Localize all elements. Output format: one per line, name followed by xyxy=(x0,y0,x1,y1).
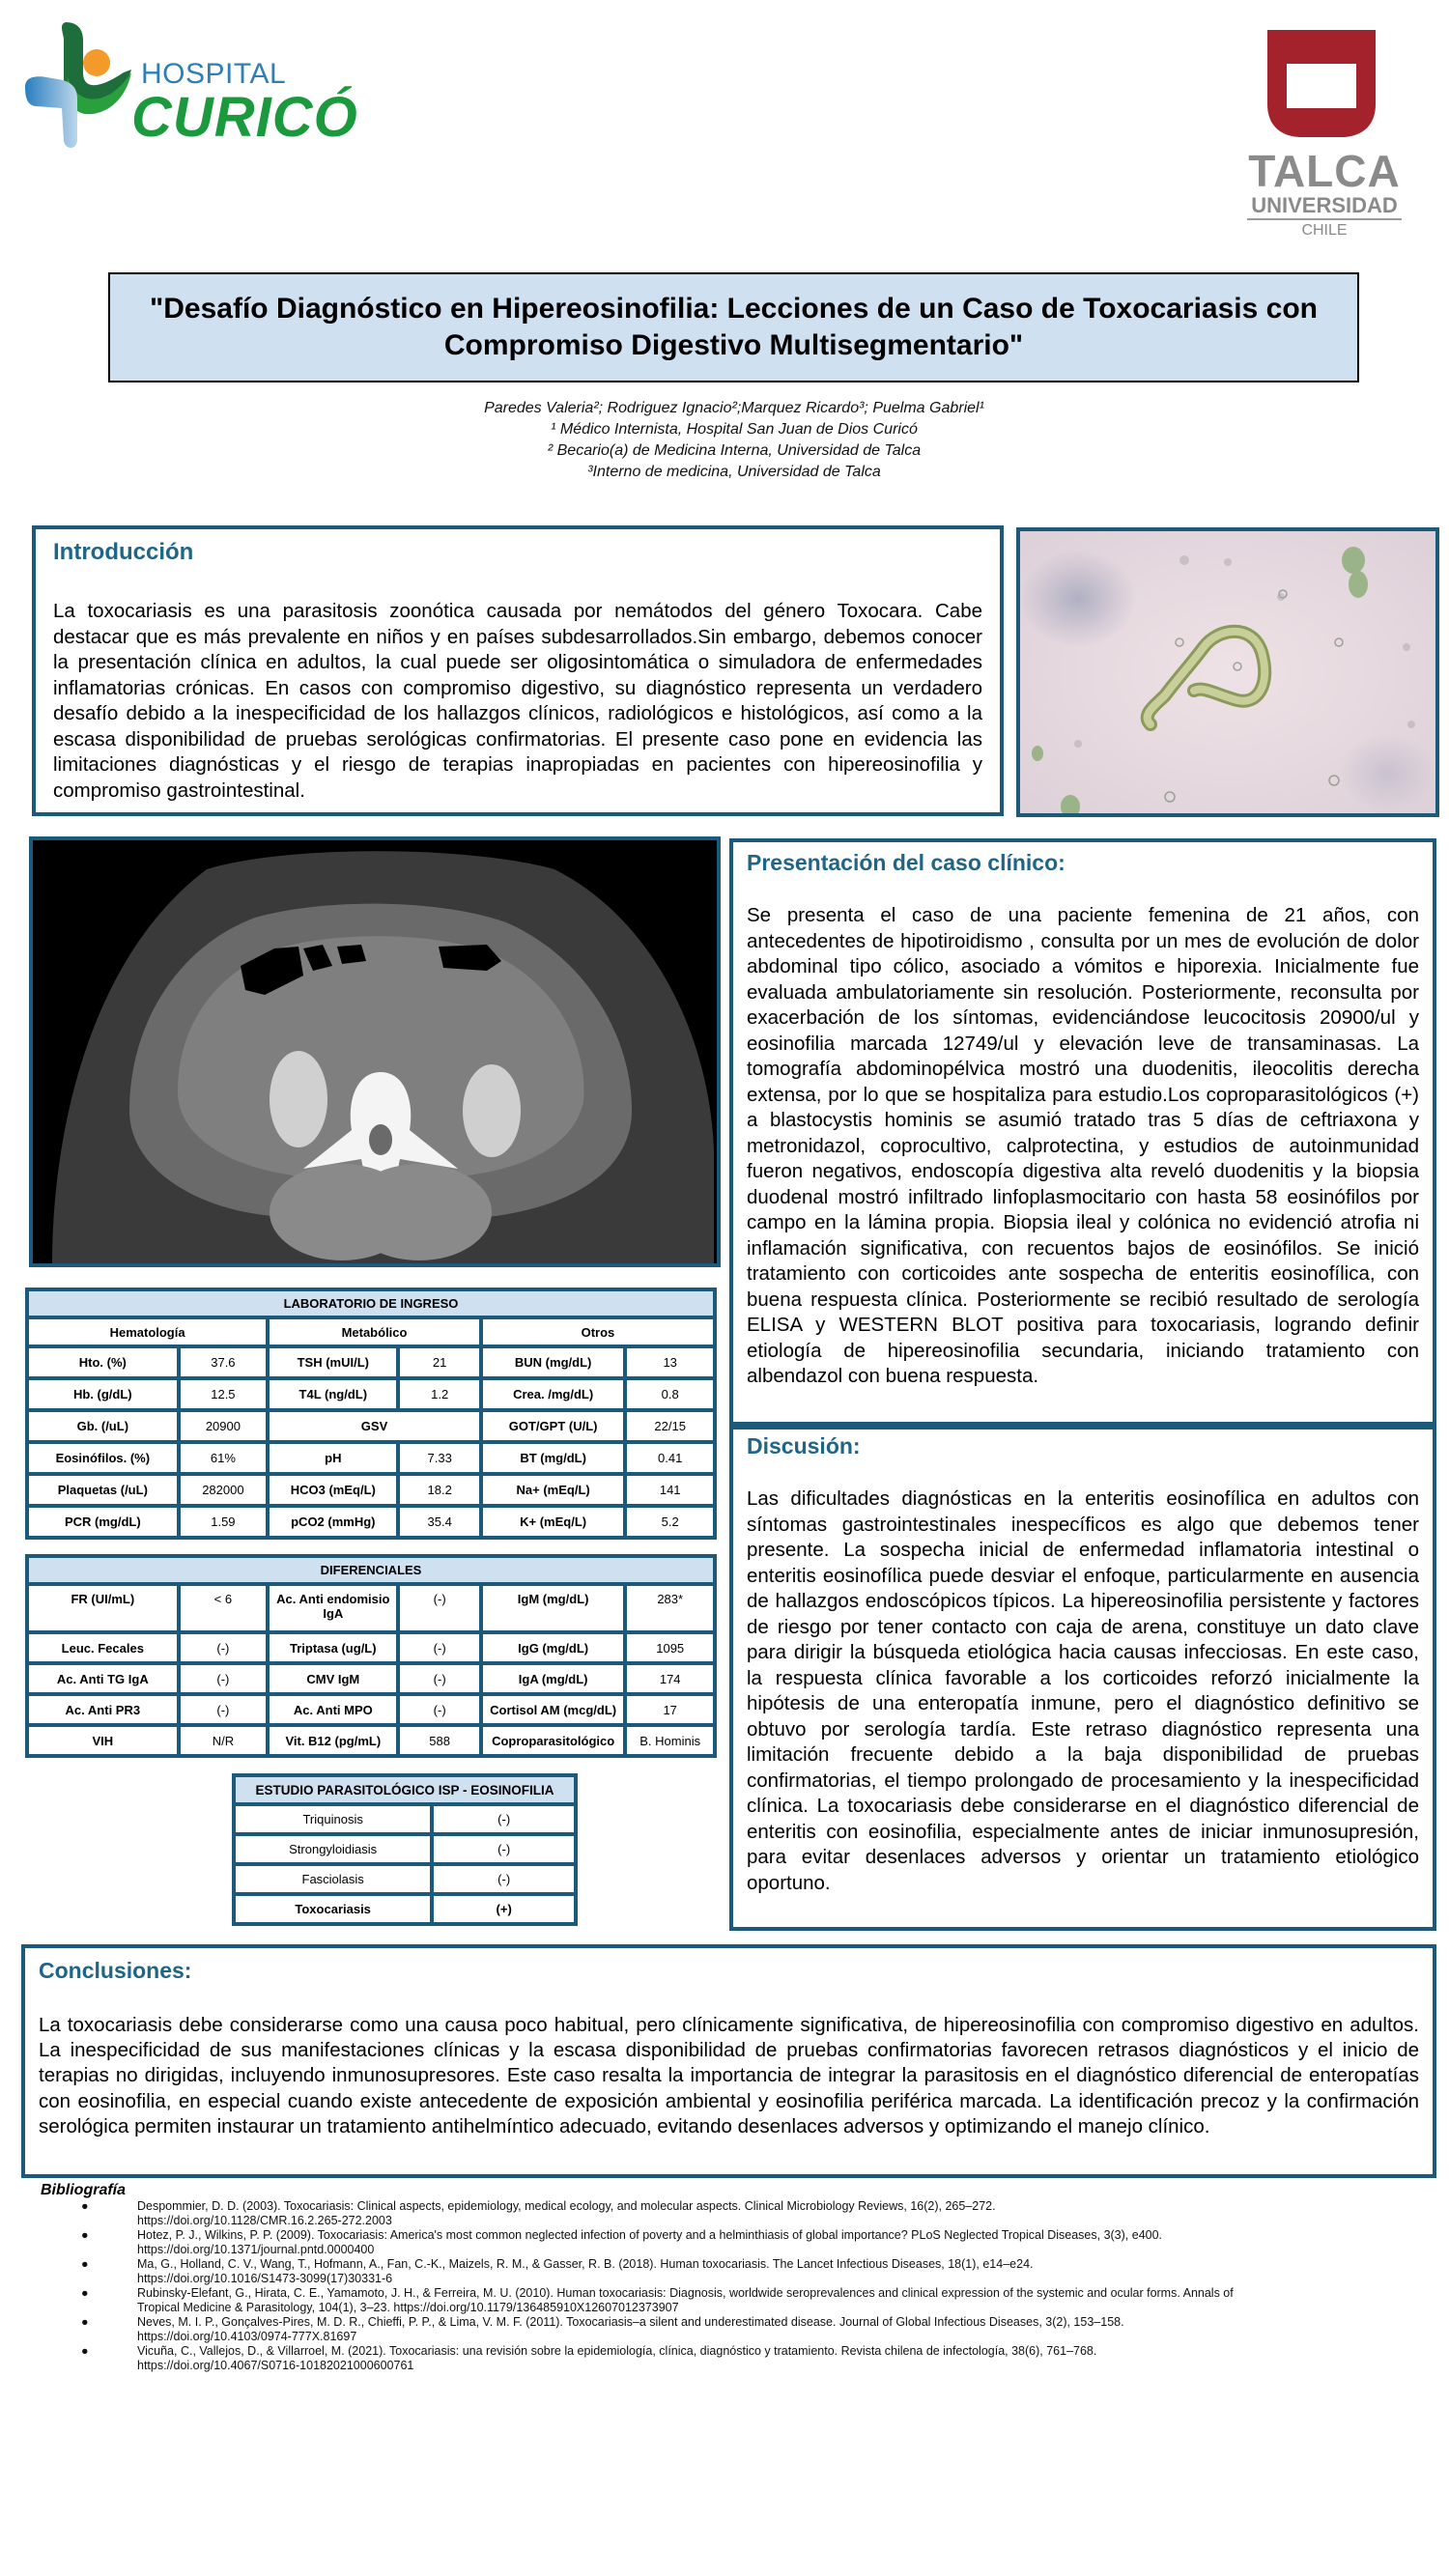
lab-label: VIH xyxy=(27,1725,179,1756)
lab-value: (-) xyxy=(398,1663,480,1694)
table-row xyxy=(234,1894,576,1924)
section-introduccion xyxy=(32,525,1004,816)
lab-label: Hb. (g/dL) xyxy=(27,1378,179,1410)
table-row xyxy=(234,1834,576,1864)
parasite-name: Triquinosis xyxy=(234,1804,432,1834)
bullet-icon: ● xyxy=(81,2228,89,2242)
lab-label: BUN (mg/dL) xyxy=(481,1346,626,1378)
parasite-result: (-) xyxy=(432,1804,576,1834)
conclusiones-title: Conclusiones: xyxy=(39,1958,192,1983)
lab-value: 1.2 xyxy=(398,1378,480,1410)
bibliografia-title: Bibliografía xyxy=(41,2182,127,2198)
parasite-result: (-) xyxy=(432,1864,576,1894)
lab-label: PCR (mg/dL) xyxy=(27,1506,179,1538)
table-row xyxy=(27,1663,715,1694)
table-row xyxy=(27,1474,715,1506)
lab-value: 37.6 xyxy=(179,1346,269,1378)
table-title: LABORATORIO DE INGRESO xyxy=(27,1289,715,1317)
lab-label: Triptasa (ug/L) xyxy=(268,1632,398,1663)
table-row xyxy=(27,1378,715,1410)
lab-value: N/R xyxy=(179,1725,269,1756)
lab-value: (-) xyxy=(179,1632,269,1663)
caso-title: Presentación del caso clínico: xyxy=(747,850,1065,875)
lab-label: Leuc. Fecales xyxy=(27,1632,179,1663)
table-row xyxy=(27,1410,715,1442)
lab-value: 18.2 xyxy=(398,1474,480,1506)
reference-item xyxy=(41,2344,1432,2373)
lab-value: 21 xyxy=(398,1346,480,1378)
lab-value: 174 xyxy=(625,1663,715,1694)
lab-value: 141 xyxy=(625,1474,715,1506)
bullet-icon: ● xyxy=(81,2344,89,2358)
lab-value: < 6 xyxy=(179,1584,269,1632)
laboratorio-ingreso-table xyxy=(25,1288,717,1540)
table-row xyxy=(27,1506,715,1538)
poster-title-box xyxy=(108,272,1359,382)
reference-item xyxy=(41,2257,1432,2286)
lab-label: pCO2 (mmHg) xyxy=(268,1506,398,1538)
gsv-subheader: GSV xyxy=(268,1410,481,1442)
lab-label: Ac. Anti TG IgA xyxy=(27,1663,179,1694)
conclusiones-text: La toxocariasis debe considerarse como una causa poco habitual, pero clínicamente significativa, de hipereosinofilia con compromiso digestivo en adultos. La inespecificidad de sus manifestaciones clínicas y la escasa disponibilidad de pruebas confirmatorias favorecen retrasos diagnósticos y el inicio de terapias no dirigidas, incluyendo inmunosupresores. Este caso resalta la importancia de integrar la parasitosis en el diagnóstico diferencial de enteropatías con eosinofilia, en especial cuando existe antecedente de exposición ambiental y eosinofilia periférica marcada. La identificación precoz y la confirmación serológica permiten instaurar un tratamiento antihelmíntico adecuado, evitando desenlaces adversos y optimizando el manejo clínico. xyxy=(39,2014,1419,2137)
reference-text: Vicuña, C., Vallejos, D., & Villarroel, M. (2021). Toxocariasis: una revisión sobre la epidemiología, clínica, diagnóstico y tratamiento. Revista chilena de infectología, 38(6), 761–768. xyxy=(137,2344,1097,2358)
discusion-title: Discusión: xyxy=(747,1433,861,1458)
table-row xyxy=(27,1694,715,1725)
table-row xyxy=(27,1346,715,1378)
lab-label: Na+ (mEq/L) xyxy=(481,1474,626,1506)
authors-block xyxy=(290,398,1179,483)
logo-divider xyxy=(1247,218,1402,220)
lab-value: (-) xyxy=(398,1632,480,1663)
lab-label: Eosinófilos. (%) xyxy=(27,1442,179,1474)
lab-label: FR (UI/mL) xyxy=(27,1584,179,1632)
reference-doi: https://doi.org/10.4103/0974-777X.81697 xyxy=(137,2330,357,2343)
lab-label: K+ (mEq/L) xyxy=(481,1506,626,1538)
lab-label: Gb. (/uL) xyxy=(27,1410,179,1442)
reference-doi: Tropical Medicine & Parasitology, 104(1), 3–23. https://doi.org/10.1179/136485910X12607012373907 xyxy=(137,2301,679,2314)
section-conclusiones xyxy=(21,1944,1436,2178)
lab-value: B. Hominis xyxy=(625,1725,715,1756)
lab-label: Ac. Anti endomisio IgA xyxy=(268,1584,398,1632)
reference-item xyxy=(41,2199,1432,2228)
lab-label: HCO3 (mEq/L) xyxy=(268,1474,398,1506)
section-bibliografia xyxy=(41,2182,1432,2373)
table-row xyxy=(27,1442,715,1474)
table-title: ESTUDIO PARASITOLÓGICO ISP - EOSINOFILIA xyxy=(234,1775,576,1804)
lab-value: 1095 xyxy=(625,1632,715,1663)
lab-label: Plaquetas (/uL) xyxy=(27,1474,179,1506)
lab-label: pH xyxy=(268,1442,398,1474)
diferenciales-table xyxy=(25,1554,717,1758)
lab-value: (-) xyxy=(398,1694,480,1725)
reference-item xyxy=(41,2228,1432,2257)
universidad-talca-logo xyxy=(1232,19,1420,237)
lab-label: Vit. B12 (pg/mL) xyxy=(268,1725,398,1756)
group-header: Hematología xyxy=(27,1317,268,1346)
bullet-icon: ● xyxy=(81,2199,89,2213)
reference-doi: https://doi.org/10.1371/journal.pntd.0000400 xyxy=(137,2243,375,2256)
lab-value: 1.59 xyxy=(179,1506,269,1538)
lab-label: Cortisol AM (mcg/dL) xyxy=(481,1694,626,1725)
reference-doi: https://doi.org/10.1128/CMR.16.2.265-272.2003 xyxy=(137,2214,392,2227)
parasite-name: Strongyloidiasis xyxy=(234,1834,432,1864)
lab-value: 7.33 xyxy=(398,1442,480,1474)
lab-label: IgA (mg/dL) xyxy=(481,1663,626,1694)
affiliation-1: ¹ Médico Internista, Hospital San Juan de Dios Curicó xyxy=(551,421,918,438)
table-row xyxy=(27,1725,715,1756)
introduccion-title: Introducción xyxy=(53,539,194,565)
lab-label: T4L (ng/dL) xyxy=(268,1378,398,1410)
reference-text: Despommier, D. D. (2003). Toxocariasis: Clinical aspects, epidemiology, medical ecology, and molecular aspects. Clinical Microbiology Reviews, 16(2), 265–272. xyxy=(137,2199,996,2213)
lab-value: 22/15 xyxy=(625,1410,715,1442)
lab-value: 282000 xyxy=(179,1474,269,1506)
lab-value: 283* xyxy=(625,1584,715,1632)
affiliation-3: ³Interno de medicina, Universidad de Talca xyxy=(587,464,881,480)
lab-value: (-) xyxy=(398,1584,480,1632)
lab-value: 61% xyxy=(179,1442,269,1474)
table-title: DIFERENCIALES xyxy=(27,1556,715,1584)
lab-label: GOT/GPT (U/L) xyxy=(481,1410,626,1442)
logo-chile-word: CHILE xyxy=(1301,222,1348,239)
lab-label: Crea. /mg/dL) xyxy=(481,1378,626,1410)
reference-doi: https://doi.org/10.4067/S0716-10182021000600761 xyxy=(137,2359,414,2372)
bullet-icon: ● xyxy=(81,2257,89,2271)
table-row xyxy=(27,1584,715,1632)
lab-value: 12.5 xyxy=(179,1378,269,1410)
group-header: Otros xyxy=(481,1317,715,1346)
lab-value: (-) xyxy=(179,1663,269,1694)
abdominal-ct-icon xyxy=(33,840,717,1263)
group-header: Metabólico xyxy=(268,1317,481,1346)
logo-curico-word: CURICÓ xyxy=(131,86,358,149)
logo-universidad-word: UNIVERSIDAD xyxy=(1251,193,1398,217)
section-caso-clinico xyxy=(729,838,1436,1426)
parasite-result: (-) xyxy=(432,1834,576,1864)
reference-text: Rubinsky-Elefant, G., Hirata, C. E., Yamamoto, J. H., & Ferreira, M. U. (2010). Human toxocariasis: Diagnosis, worldwide seroprevalences and clinical expression of the systemic and ocular forms. Annals of xyxy=(137,2286,1234,2300)
lab-label: BT (mg/dL) xyxy=(481,1442,626,1474)
table-row xyxy=(234,1804,576,1834)
ct-scan-image xyxy=(29,836,721,1267)
talca-u-emblem-icon xyxy=(1264,27,1379,141)
bullet-icon: ● xyxy=(81,2286,89,2300)
logo-talca-word: TALCA xyxy=(1248,146,1401,196)
reference-text: Neves, M. I. P., Gonçalves-Pires, M. D. R., Chieffi, P. P., & Lima, V. M. F. (2011). Toxocariasis–a silent and underestimated disease. Journal of Global Infectious Diseases, 3(2), 153–158. xyxy=(137,2315,1124,2329)
lab-label: Coproparasitológico xyxy=(481,1725,626,1756)
reference-doi: https://doi.org/10.1016/S1473-3099(17)30331-6 xyxy=(137,2272,393,2285)
author-names: Paredes Valeria²; Rodriguez Ignacio²;Marquez Ricardo³; Puelma Gabriel¹ xyxy=(484,400,984,416)
lab-label: IgM (mg/dL) xyxy=(481,1584,626,1632)
lab-value: 35.4 xyxy=(398,1506,480,1538)
reference-item xyxy=(41,2286,1432,2315)
micrograph-image xyxy=(1016,527,1439,817)
lab-label: CMV IgM xyxy=(268,1663,398,1694)
introduccion-text: La toxocariasis es una parasitosis zoonótica causada por nemátodos del género Toxocara. Cabe destacar que es más prevalente en niños y en países subdesarrollados.Sin embargo, debemos conocer la presentación clínica en adultos, la cual puede ser oligosintomática o simuladora de enfermedades inflamatorias crónicas. En casos con compromiso digestivo, su diagnóstico representa un verdadero desafío debido a la inespecificidad de los hallazgos clínicos, radiológicos e histológicos, así como a la escasa disponibilidad de pruebas serológicas confirmatorias. El presente caso pone en evidencia las limitaciones diagnósticas y el riesgo de terapias inapropiadas en pacientes con hipereosinofilia y compromiso gastrointestinal. xyxy=(53,600,982,802)
lab-value: 20900 xyxy=(179,1410,269,1442)
discusion-text: Las dificultades diagnósticas en la enteritis eosinofílica en adultos con síntomas gastrointestinales inespecíficos es algo que debemos tener presente. La sospecha inicial de enfermedad inflamatoria intestinal o enteritis eosinofílica puede desviar el enfoque, particularmente en ausencia de hallazgos endoscópicos típicos. La hipereosinofilia persistente y factores de riesgo por tener contacto con caja de arena, constituye un dato clave para dirigir la búsqueda etiológica hacia causas infecciosas. En este caso, la respuesta clínica favorable a los corticoides reforzó inicialmente la hipótesis de una enteropatía inmune, pero el diagnóstico definitivo se obtuvo por serología tardía. Este retraso diagnóstico representa una limitación frecuente debido a la baja disponibilidad de pruebas confirmatorias, el tiempo prolongado de procesamiento y la inespecificidad clínica. La toxocariasis debe considerarse en el diagnóstico diferencial de enteritis con eosinofilia, especialmente antes de iniciar inmunosupresión, para evitar desenlaces adversos y orientar un tratamiento etiológico oportuno. xyxy=(747,1487,1419,1894)
lab-label: IgG (mg/dL) xyxy=(481,1632,626,1663)
section-discusion xyxy=(729,1426,1436,1931)
parasite-result: (+) xyxy=(432,1894,576,1924)
lab-value: (-) xyxy=(179,1694,269,1725)
bullet-icon: ● xyxy=(81,2315,89,2329)
parasite-name: Fasciolasis xyxy=(234,1864,432,1894)
hospital-curico-logo xyxy=(17,19,358,150)
reference-item xyxy=(41,2315,1432,2344)
lab-value: 0.41 xyxy=(625,1442,715,1474)
table-row xyxy=(234,1864,576,1894)
affiliation-2: ² Becario(a) de Medicina Interna, Universidad de Talca xyxy=(547,442,922,459)
toxocara-larva-icon xyxy=(1020,531,1435,813)
logo-hospital-word: HOSPITAL xyxy=(141,58,287,90)
estudio-parasitologico-table xyxy=(232,1773,578,1926)
lab-value: 588 xyxy=(398,1725,480,1756)
lab-value: 17 xyxy=(625,1694,715,1725)
lab-label: Ac. Anti MPO xyxy=(268,1694,398,1725)
reference-text: Hotez, P. J., Wilkins, P. P. (2009). Toxocariasis: America's most common neglected infection of poverty and a helminthiasis of global importance? PLoS Neglected Tropical Diseases, 3(3), e400. xyxy=(137,2228,1163,2242)
caso-text: Se presenta el caso de una paciente femenina de 21 años, con antecedentes de hipotiroidismo , consulta por un mes de evolución de dolor abdominal tipo cólico, asociado a vómitos e hiporexia. Inicialmente fue evaluada ambulatoriamente sin resolución. Posteriormente, reconsulta por exacerbación de los síntomas, evidenciándose leucocitosis 20900/ul y eosinofilia marcada 12749/ul y elevación leve de transaminasas. La tomografía abdominopélvica mostró una duodenitis, ileocolitis derecha extensa, por lo que se hospitaliza para estudio.Los coproparasitológicos (+) a blastocystis hominis se asumió tratado tras 5 días de ceftriaxona y metronidazol, coprocultivo, calprotectina, y estudios de autoinmunidad fueron negativos, endoscopía digestiva alta reveló duodenitis y la biopsia duodenal mostró infiltrado linfoplasmocitario con hasta 58 eosinófilos por campo en la lámina propia. Biopsia ileal y colónica no evidenció atrofia ni inflamación significativa, con recuentos bajos de eosinófilos. Se inició tratamiento con corticoides ante sospecha de enteritis eosinofílica, con buena respuesta clínica. Posteriormente se recibió resultado de serología ELISA y WESTERN BLOT positiva para toxocariasis, logrando definir etiología de hipereosinofilia secundaria, iniciando tratamiento con albendazol con buena respuesta. xyxy=(747,904,1419,1387)
lab-label: Hto. (%) xyxy=(27,1346,179,1378)
lab-value: 5.2 xyxy=(625,1506,715,1538)
reference-text: Ma, G., Holland, C. V., Wang, T., Hofmann, A., Fan, C.-K., Maizels, R. M., & Gasser, R. B. (2018). Human toxocariasis. The Lancet Infectious Diseases, 18(1), e14–e24. xyxy=(137,2257,1034,2271)
poster-title: "Desafío Diagnóstico en Hipereosinofilia: Lecciones de un Caso de Toxocariasis con Compromiso Digestivo Multisegmentario" xyxy=(150,293,1318,361)
lab-value: 13 xyxy=(625,1346,715,1378)
table-row xyxy=(27,1632,715,1663)
lab-label: Ac. Anti PR3 xyxy=(27,1694,179,1725)
reference-list xyxy=(41,2199,1432,2373)
lab-label: TSH (mUI/L) xyxy=(268,1346,398,1378)
lab-value: 0.8 xyxy=(625,1378,715,1410)
parasite-name: Toxocariasis xyxy=(234,1894,432,1924)
